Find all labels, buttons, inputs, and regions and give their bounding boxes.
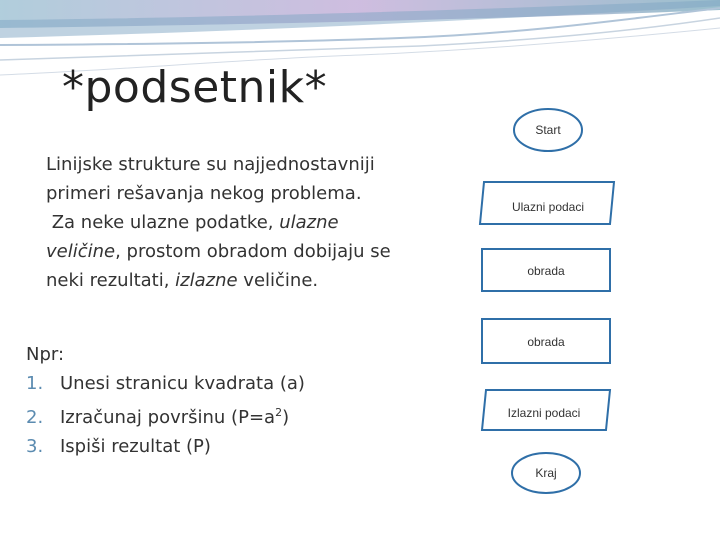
paragraph-line: primeri rešavanja nekog problema. xyxy=(46,183,362,204)
list-item: 2. Izračunaj površinu $(P=a^2)$ xyxy=(26,398,305,432)
svg-text:obrada: obrada xyxy=(527,335,565,349)
flow-node-process xyxy=(482,249,610,291)
list-number: 2. xyxy=(26,407,44,428)
svg-text:Start: Start xyxy=(535,123,561,137)
example-label: Npr: xyxy=(26,344,65,365)
paragraph-line: neki rezultati, izlazne veličine. xyxy=(46,270,319,291)
svg-text:Ulazni podaci: Ulazni podaci xyxy=(511,200,585,214)
svg-text:Izlazni podaci: Izlazni podaci xyxy=(507,406,581,420)
flow-node-end xyxy=(512,453,580,493)
list-item xyxy=(26,432,305,461)
flow-node-start xyxy=(514,109,582,151)
list-number: 3. xyxy=(26,436,44,457)
intro-paragraph xyxy=(46,150,431,295)
flow-node-process xyxy=(482,319,610,363)
superscript: 2 xyxy=(275,406,283,419)
example-list xyxy=(26,340,305,461)
paragraph-line: Linijske strukture su najjednostavniji xyxy=(46,154,375,175)
list-text: Unesi stranicu kvadrata (a) xyxy=(60,373,305,394)
list-number: 1. xyxy=(26,373,44,394)
flowchart xyxy=(432,96,654,516)
paragraph-line: veličine, prostom obradom dobijaju se xyxy=(46,241,391,262)
svg-text:Kraj: Kraj xyxy=(535,466,557,480)
page-title: *podsetnik* xyxy=(62,62,328,113)
list-text: Izračunaj površinu (P=a xyxy=(60,407,276,428)
flow-node-input xyxy=(480,182,614,224)
list-text: Ispiši rezultat (P) xyxy=(60,436,211,457)
list-item xyxy=(26,369,305,398)
paragraph-line: Za neke ulazne podatke, ulazne xyxy=(46,212,339,233)
svg-text:obrada: obrada xyxy=(527,264,565,278)
flow-node-output xyxy=(482,390,610,430)
